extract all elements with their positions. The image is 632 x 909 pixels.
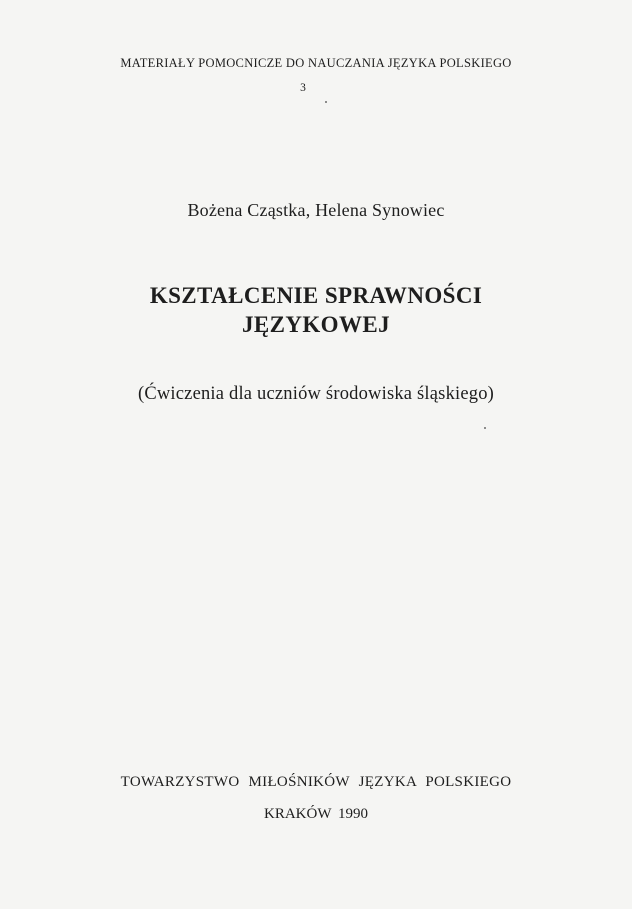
- series-title: MATERIAŁY POMOCNICZE DO NAUCZANIA JĘZYKA POLSKIEGO: [120, 56, 512, 70]
- print-speck: [325, 101, 327, 103]
- authors: Bożena Cząstka, Helena Synowiec: [187, 200, 445, 220]
- publisher-name: TOWARZYSTWO MIŁOŚNIKÓW JĘZYKA POLSKIEGO: [120, 774, 512, 790]
- book-subtitle: (Ćwiczenia dla uczniów środowiska śląskiego): [137, 384, 495, 404]
- print-speck: [484, 427, 486, 429]
- series-number: 3: [300, 82, 306, 94]
- publication-place-year: KRAKÓW 1990: [264, 806, 368, 822]
- book-title-line-2: JĘZYKOWEJ: [241, 312, 390, 337]
- book-title-line-1: KSZTAŁCENIE SPRAWNOŚCI: [149, 283, 483, 308]
